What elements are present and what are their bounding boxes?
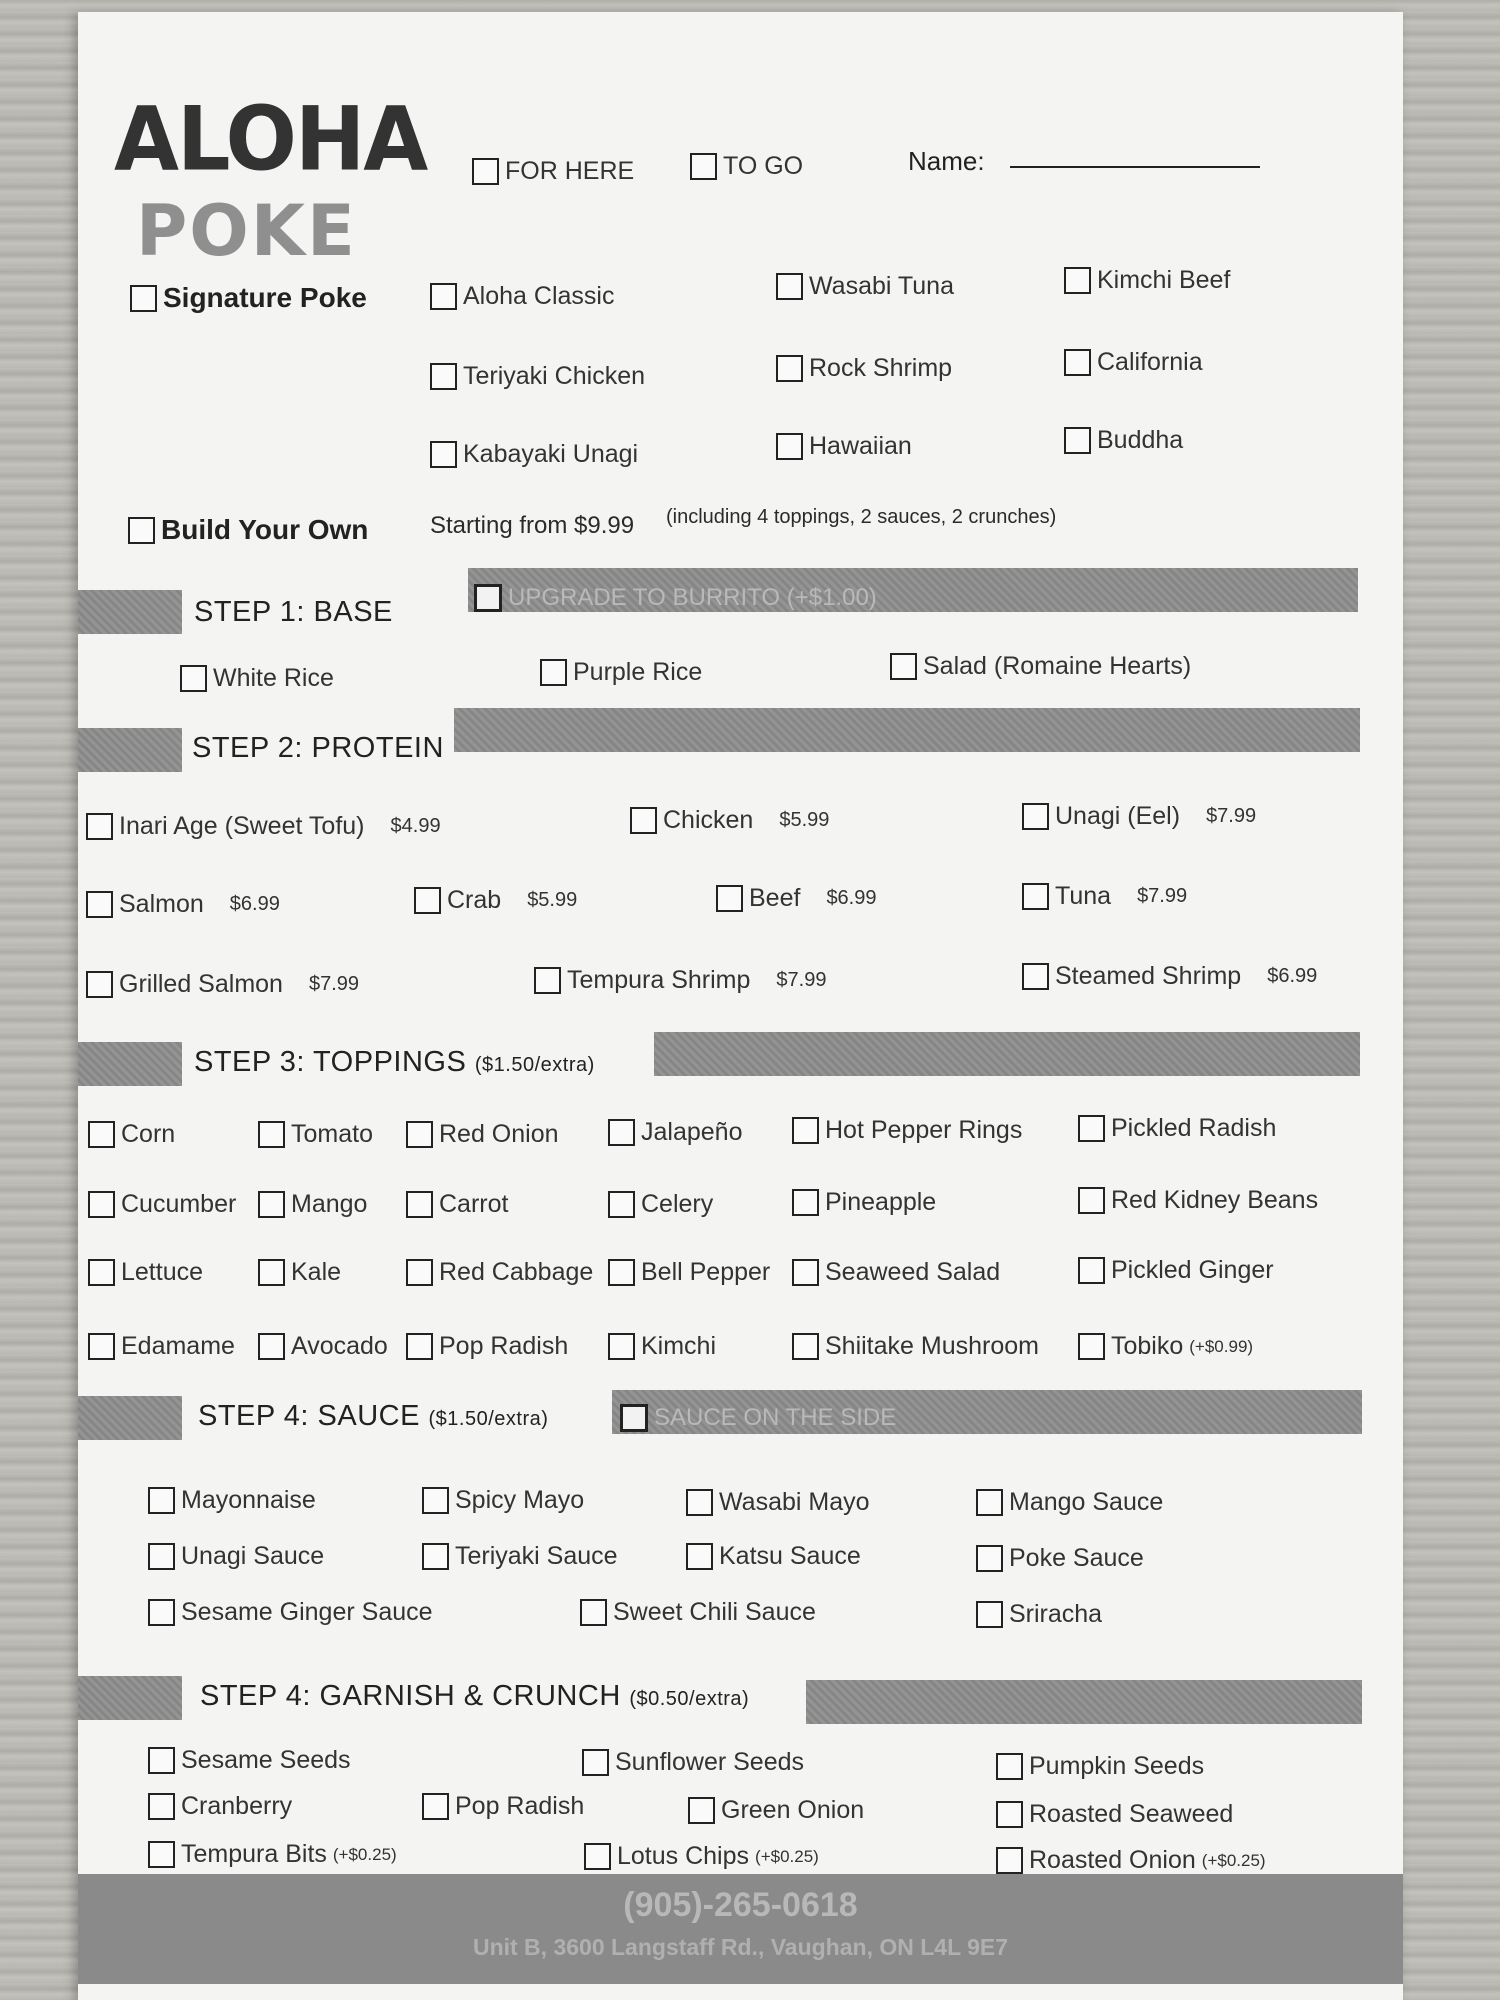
- topping-pineapple[interactable]: Pineapple: [792, 1188, 936, 1217]
- sig-hawaiian[interactable]: Hawaiian: [776, 432, 912, 461]
- topping-mango[interactable]: Mango: [258, 1190, 367, 1219]
- garnish-roasted-onion[interactable]: Roasted Onion (+$0.25): [996, 1846, 1266, 1875]
- sauce-spicy-mayo[interactable]: Spicy Mayo: [422, 1486, 584, 1515]
- topping-bell-pepper[interactable]: Bell Pepper: [608, 1258, 770, 1287]
- sauce-poke[interactable]: Poke Sauce: [976, 1544, 1144, 1573]
- garnish-pumpkin-seeds[interactable]: Pumpkin Seeds: [996, 1752, 1204, 1781]
- step5-bar-left: [78, 1676, 182, 1720]
- upgrade-burrito-checkbox[interactable]: [474, 584, 877, 612]
- topping-avocado[interactable]: Avocado: [258, 1332, 388, 1361]
- sauce-on-side-label: SAUCE ON THE SIDE: [654, 1404, 897, 1431]
- garnish-roasted-seaweed[interactable]: Roasted Seaweed: [996, 1800, 1233, 1829]
- sauce-sweet-chili[interactable]: Sweet Chili Sauce: [580, 1598, 816, 1627]
- sig-rock-shrimp[interactable]: Rock Shrimp: [776, 354, 952, 383]
- topping-tobiko[interactable]: Tobiko (+$0.99): [1078, 1332, 1253, 1361]
- sauce-mango[interactable]: Mango Sauce: [976, 1488, 1163, 1517]
- protein-crab[interactable]: Crab $5.99: [414, 886, 577, 915]
- topping-shiitake[interactable]: Shiitake Mushroom: [792, 1332, 1039, 1361]
- signature-poke-label: Signature Poke: [163, 282, 367, 313]
- logo-poke: POKE: [136, 190, 357, 272]
- topping-edamame[interactable]: Edamame: [88, 1332, 235, 1361]
- protein-unagi[interactable]: Unagi (Eel) $7.99: [1022, 802, 1256, 831]
- topping-red-cabbage[interactable]: Red Cabbage: [406, 1258, 593, 1287]
- build-your-own-label: Build Your Own: [161, 514, 369, 545]
- step3-title: STEP 3: TOPPINGS ($1.50/extra): [194, 1046, 595, 1078]
- topping-seaweed-salad[interactable]: Seaweed Salad: [792, 1258, 1000, 1287]
- garnish-lotus-chips[interactable]: Lotus Chips (+$0.25): [584, 1842, 819, 1871]
- step4-bar-left: [78, 1396, 182, 1440]
- sig-kimchi-beef[interactable]: Kimchi Beef: [1064, 266, 1230, 295]
- base-salad[interactable]: Salad (Romaine Hearts): [890, 652, 1191, 681]
- garnish-sunflower-seeds[interactable]: Sunflower Seeds: [582, 1748, 804, 1777]
- garnish-tempura-bits[interactable]: Tempura Bits (+$0.25): [148, 1840, 397, 1869]
- step2-bar-right: [454, 708, 1360, 752]
- sig-buddha[interactable]: Buddha: [1064, 426, 1183, 455]
- footer: [78, 1874, 1403, 1984]
- sauce-wasabi-mayo[interactable]: Wasabi Mayo: [686, 1488, 870, 1517]
- step3-bar-right: [654, 1032, 1360, 1076]
- topping-pickled-radish[interactable]: Pickled Radish: [1078, 1114, 1276, 1143]
- topping-jalapeno[interactable]: Jalapeño: [608, 1118, 742, 1147]
- step2-bar-left: [78, 728, 182, 772]
- step4-title: STEP 4: SAUCE ($1.50/extra): [198, 1400, 549, 1432]
- sig-kabayaki-unagi[interactable]: Kabayaki Unagi: [430, 440, 638, 469]
- sig-teriyaki-chicken[interactable]: Teriyaki Chicken: [430, 362, 645, 391]
- build-note: (including 4 toppings, 2 sauces, 2 crunches): [666, 506, 1057, 528]
- protein-salmon[interactable]: Salmon $6.99: [86, 890, 280, 919]
- base-purple-rice[interactable]: Purple Rice: [540, 658, 702, 687]
- signature-poke-checkbox[interactable]: [130, 282, 367, 314]
- topping-celery[interactable]: Celery: [608, 1190, 713, 1219]
- protein-tuna[interactable]: Tuna $7.99: [1022, 882, 1187, 911]
- garnish-sesame-seeds[interactable]: Sesame Seeds: [148, 1746, 351, 1775]
- garnish-pop-radish[interactable]: Pop Radish: [422, 1792, 584, 1821]
- topping-hot-pepper-rings[interactable]: Hot Pepper Rings: [792, 1116, 1022, 1145]
- sauce-teriyaki[interactable]: Teriyaki Sauce: [422, 1542, 618, 1571]
- topping-pickled-ginger[interactable]: Pickled Ginger: [1078, 1256, 1274, 1285]
- sig-aloha-classic[interactable]: Aloha Classic: [430, 282, 614, 311]
- for-here-label: FOR HERE: [505, 157, 635, 185]
- topping-corn[interactable]: Corn: [88, 1120, 175, 1149]
- name-label: Name:: [908, 146, 985, 176]
- topping-lettuce[interactable]: Lettuce: [88, 1258, 203, 1287]
- sauce-katsu[interactable]: Katsu Sauce: [686, 1542, 861, 1571]
- protein-grilled-salmon[interactable]: Grilled Salmon $7.99: [86, 970, 359, 999]
- step2-title: STEP 2: PROTEIN: [192, 732, 444, 764]
- protein-tempura-shrimp[interactable]: Tempura Shrimp $7.99: [534, 966, 826, 995]
- name-field[interactable]: [1010, 166, 1260, 168]
- sauce-unagi[interactable]: Unagi Sauce: [148, 1542, 324, 1571]
- protein-inari[interactable]: Inari Age (Sweet Tofu) $4.99: [86, 812, 441, 841]
- topping-red-kidney-beans[interactable]: Red Kidney Beans: [1078, 1186, 1318, 1215]
- topping-cucumber[interactable]: Cucumber: [88, 1190, 236, 1219]
- footer-address: Unit B, 3600 Langstaff Rd., Vaughan, ON L4L 9E7: [472, 1934, 1009, 1960]
- topping-carrot[interactable]: Carrot: [406, 1190, 508, 1219]
- step1-title: STEP 1: BASE: [194, 596, 393, 628]
- topping-kimchi[interactable]: Kimchi: [608, 1332, 716, 1361]
- order-form: [78, 12, 1403, 2000]
- topping-kale[interactable]: Kale: [258, 1258, 341, 1287]
- to-go-checkbox[interactable]: [690, 152, 803, 181]
- to-go-label: TO GO: [723, 152, 804, 180]
- logo-aloha: ALOHA: [114, 87, 427, 191]
- topping-tomato[interactable]: Tomato: [258, 1120, 373, 1149]
- sauce-mayonnaise[interactable]: Mayonnaise: [148, 1486, 316, 1515]
- base-white-rice[interactable]: White Rice: [180, 664, 334, 693]
- footer-phone: (905)-265-0618: [623, 1886, 858, 1924]
- protein-steamed-shrimp[interactable]: Steamed Shrimp $6.99: [1022, 962, 1317, 991]
- step5-title: STEP 4: GARNISH & CRUNCH ($0.50/extra): [200, 1680, 750, 1712]
- protein-chicken[interactable]: Chicken $5.99: [630, 806, 829, 835]
- sauce-on-side-checkbox[interactable]: [620, 1404, 896, 1432]
- step5-bar-right: [806, 1680, 1362, 1724]
- step3-bar-left: [78, 1042, 182, 1086]
- topping-red-onion[interactable]: Red Onion: [406, 1120, 559, 1149]
- garnish-cranberry[interactable]: Cranberry: [148, 1792, 292, 1821]
- sig-california[interactable]: California: [1064, 348, 1203, 377]
- protein-beef[interactable]: Beef $6.99: [716, 884, 877, 913]
- topping-pop-radish[interactable]: Pop Radish: [406, 1332, 568, 1361]
- sauce-sriracha[interactable]: Sriracha: [976, 1600, 1102, 1629]
- build-price: Starting from $9.99: [430, 512, 635, 539]
- upgrade-burrito-label: UPGRADE TO BURRITO (+$1.00): [508, 584, 877, 611]
- garnish-green-onion[interactable]: Green Onion: [688, 1796, 864, 1825]
- sig-wasabi-tuna[interactable]: Wasabi Tuna: [776, 272, 954, 301]
- build-your-own-checkbox[interactable]: [128, 514, 368, 546]
- step1-bar-left: [78, 590, 182, 634]
- for-here-checkbox[interactable]: [472, 157, 634, 186]
- sauce-sesame-ginger[interactable]: Sesame Ginger Sauce: [148, 1598, 433, 1627]
